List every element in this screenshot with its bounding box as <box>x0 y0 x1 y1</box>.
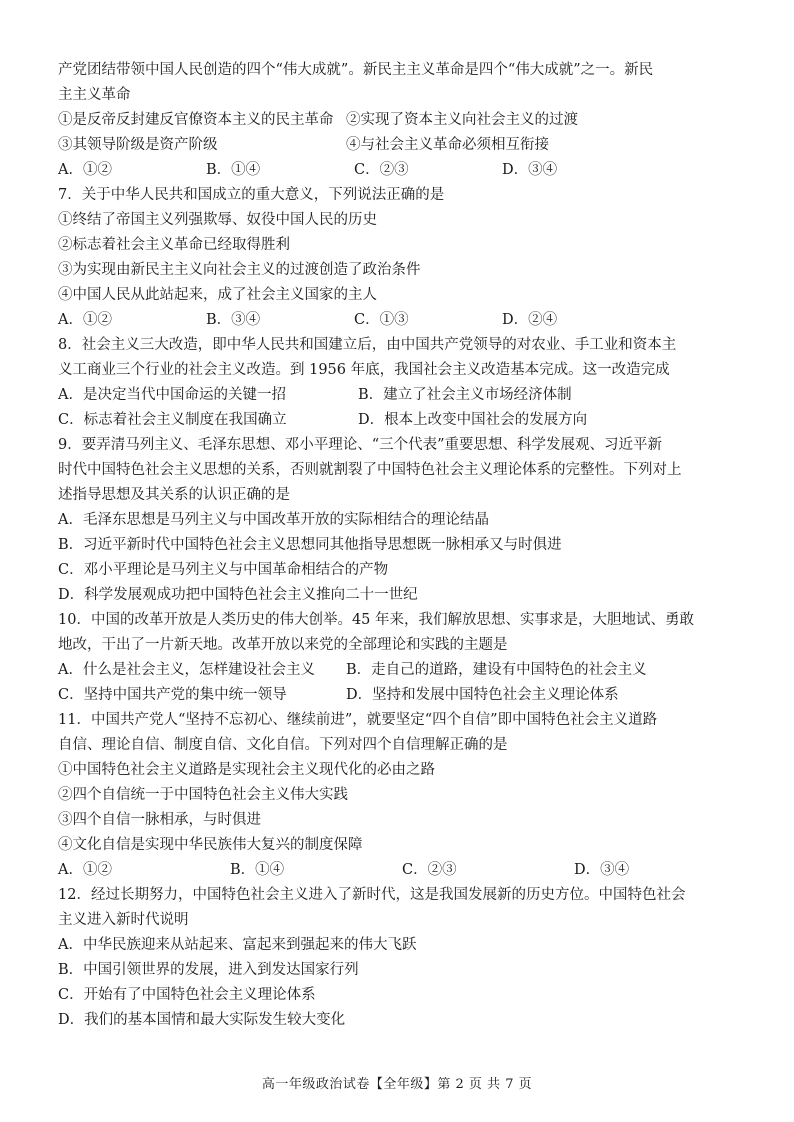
q8-option-d: D．根本上改变中国社会的发展方向 <box>358 412 588 428</box>
intro-line: 产党团结带领中国人民创造的四个“伟大成就”。新民主主义革命是四个“伟大成就”之一。新民 <box>58 62 654 78</box>
q6-statements-row <box>58 108 748 133</box>
q11-stem: 11．中国共产党人“坚持不忘初心、继续前进”，就要坚定“四个自信”即中国特色社会主义道路 <box>58 712 658 728</box>
q9-stem: 9．要弄清马列主义、毛泽东思想、邓小平理论、“三个代表”重要思想、科学发展观、习近平新 <box>58 437 663 453</box>
q6-statement-2: ②实现了资本主义向社会主义的过渡 <box>346 112 578 128</box>
q11-statement-1: ①中国特色社会主义道路是实现社会主义现代化的必由之路 <box>58 762 435 778</box>
q8-option-a: A．是决定当代中国命运的关键一招 <box>58 387 286 403</box>
q7-option-b: B．③④ <box>206 312 261 328</box>
q8-options-row <box>58 383 748 408</box>
q11-option-c: C．②③ <box>402 862 457 878</box>
q12-stem: 12．经过长期努力，中国特色社会主义进入了新时代，这是我国发展新的历史方位。中国特色社会 <box>58 887 686 903</box>
q12-option-d: D．我们的基本国情和最大实际发生较大变化 <box>58 1012 346 1028</box>
q7-option-c: C．①③ <box>354 312 409 328</box>
q12-stem: 主义进入新时代说明 <box>58 912 189 928</box>
q8-option-b: B．建立了社会主义市场经济体制 <box>358 387 572 403</box>
q8-options-row <box>58 408 748 433</box>
q12-option-b: B．中国引领世界的发展，进入到发达国家行列 <box>58 962 359 978</box>
q8-stem: 8．社会主义三大改造，即中华人民共和国建立后，由中国共产党领导的对农业、手工业和资本主 <box>58 337 677 353</box>
q9-option-c: C．邓小平理论是马列主义与中国革命相结合的产物 <box>58 562 389 578</box>
q11-statement-4: ④文化自信是实现中华民族伟大复兴的制度保障 <box>58 837 363 853</box>
q10-option-d: D．坚持和发展中国特色社会主义理论体系 <box>346 687 619 703</box>
q7-statement-1: ①终结了帝国主义列强欺辱、奴役中国人民的历史 <box>58 212 377 228</box>
q6-statements-row <box>58 133 748 158</box>
q11-statement-3: ③四个自信一脉相承，与时俱进 <box>58 812 261 828</box>
q9-stem: 时代中国特色社会主义思想的关系，否则就割裂了中国特色社会主义理论体系的完整性。下列对上 <box>58 462 682 478</box>
q7-stem: 7．关于中华人民共和国成立的重大意义，下列说法正确的是 <box>58 187 445 203</box>
q6-options <box>58 158 748 183</box>
q12-option-a: A．中华民族迎来从站起来、富起来到强起来的伟大飞跃 <box>58 937 417 953</box>
q8-option-c: C．标志着社会主义制度在我国确立 <box>58 412 287 428</box>
q9-option-a: A．毛泽东思想是马列主义与中国改革开放的实际相结合的理论结晶 <box>58 512 489 528</box>
q7-option-d: D．②④ <box>502 312 558 328</box>
q7-statement-2: ②标志着社会主义革命已经取得胜利 <box>58 237 290 253</box>
page-footer: 高一年级政治试卷【全年级】第 2 页 共 7 页 <box>261 1077 533 1092</box>
q9-option-d: D．科学发展观成功把中国特色社会主义推向二十一世纪 <box>58 587 418 603</box>
q8-stem: 义工商业三个行业的社会主义改造。到 1956 年底，我国社会主义改造基本完成。这一改造完成 <box>58 362 670 378</box>
q6-option-d: D．③④ <box>502 162 558 178</box>
q6-statement-1: ①是反帝反封建反官僚资本主义的民主革命 <box>58 112 334 128</box>
q12-option-c: C．开始有了中国特色社会主义理论体系 <box>58 987 316 1003</box>
q7-statement-4: ④中国人民从此站起来，成了社会主义国家的主人 <box>58 287 377 303</box>
q9-stem: 述指导思想及其关系的认识正确的是 <box>58 487 290 503</box>
q10-option-b: B．走自己的道路，建设有中国特色的社会主义 <box>346 662 647 678</box>
q11-option-d: D．③④ <box>574 862 630 878</box>
q10-stem: 10．中国的改革开放是人类历史的伟大创举。45 年来，我们解放思想、实事求是，大胆地试、勇敢 <box>58 612 695 628</box>
intro-line: 主主义革命 <box>58 87 131 103</box>
q9-option-b: B．习近平新时代中国特色社会主义思想同其他指导思想既一脉相承又与时俱进 <box>58 537 562 553</box>
q6-option-b: B．①④ <box>206 162 261 178</box>
q6-statement-3: ③其领导阶级是资产阶级 <box>58 137 218 153</box>
q10-options-row <box>58 658 748 683</box>
q7-options <box>58 308 748 333</box>
q10-option-a: A．什么是社会主义，怎样建设社会主义 <box>58 662 315 678</box>
q6-statement-4: ④与社会主义革命必须相互衔接 <box>346 137 549 153</box>
q10-option-c: C．坚持中国共产党的集中统一领导 <box>58 687 287 703</box>
q11-stem: 自信、理论自信、制度自信、文化自信。下列对四个自信理解正确的是 <box>58 737 508 753</box>
q7-option-a: A．①② <box>58 312 112 328</box>
exam-body <box>58 58 748 1033</box>
q7-statement-3: ③为实现由新民主主义向社会主义的过渡创造了政治条件 <box>58 262 421 278</box>
q10-stem: 地改，干出了一片新天地。改革开放以来党的全部理论和实践的主题是 <box>58 637 508 653</box>
q11-option-a: A．①② <box>58 862 112 878</box>
q6-option-a: A．①② <box>58 162 112 178</box>
q10-options-row <box>58 683 748 708</box>
q6-option-c: C．②③ <box>354 162 409 178</box>
q11-statement-2: ②四个自信统一于中国特色社会主义伟大实践 <box>58 787 348 803</box>
q11-option-b: B．①④ <box>230 862 285 878</box>
q11-options <box>58 858 748 883</box>
